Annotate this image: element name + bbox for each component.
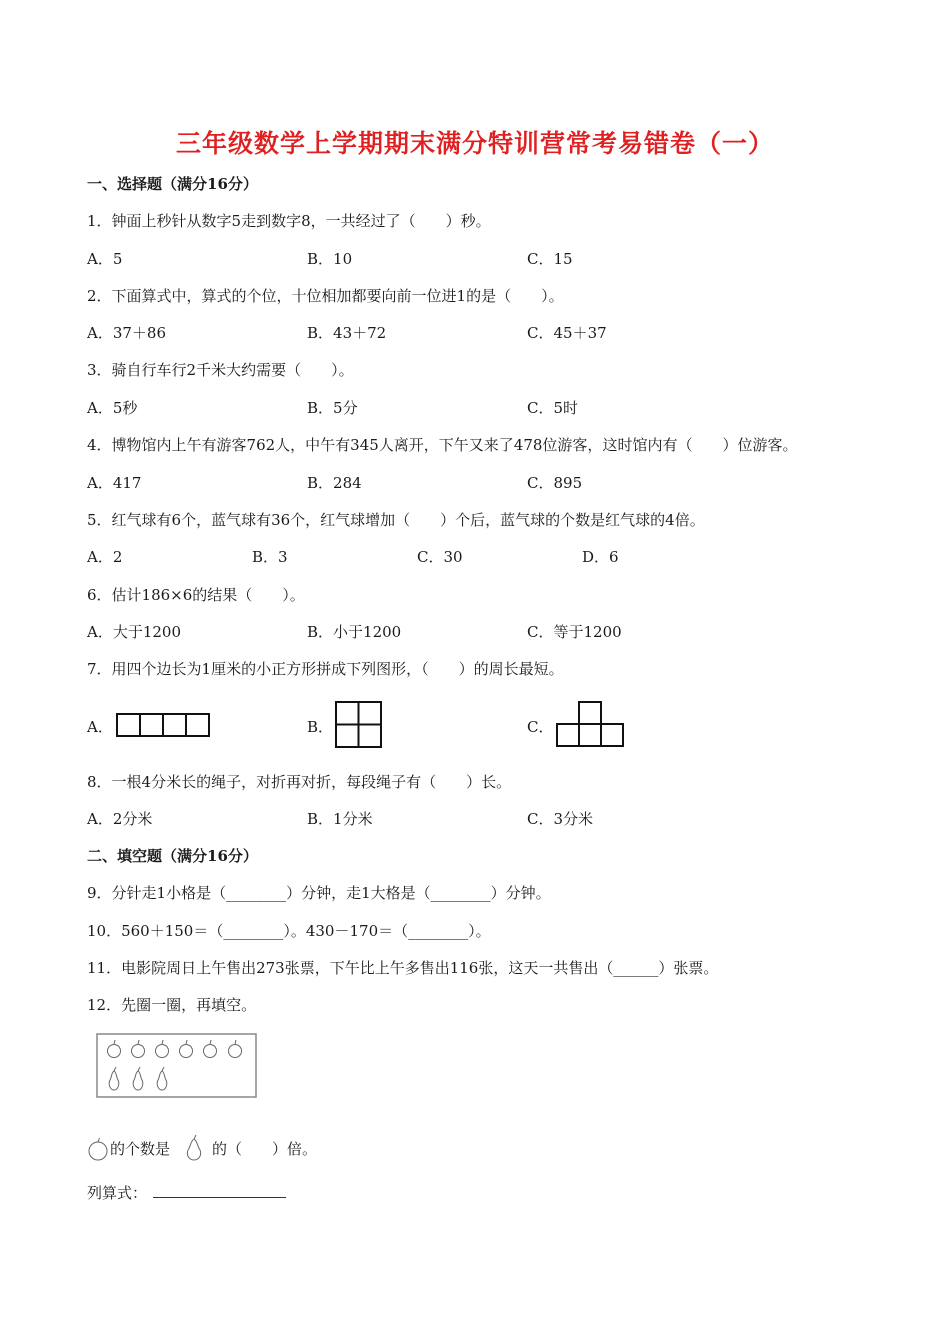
q6-option-a: A．大于1200 <box>87 623 182 641</box>
question-4: 4．博物馆内上午有游客762人，中午有345人离开，下午又来了478位游客，这时馆内有（ ）位游客。 <box>87 436 798 454</box>
q1-option-a: A．5 <box>87 250 123 268</box>
q7-figure-b-square-grid <box>335 701 383 749</box>
q2-option-c: C．45＋37 <box>527 324 607 342</box>
q12-fruit-box <box>96 1033 258 1099</box>
apple-icon <box>156 1040 169 1058</box>
question-11: 11．电影院周日上午售出273张票，下午比上午多售出116张，这天一共售出（______）张票。 <box>87 959 719 977</box>
question-9: 9．分针走1小格是（________）分钟，走1大格是（________）分钟。 <box>87 884 551 902</box>
q2-option-b: B．43＋72 <box>307 324 387 342</box>
q12-sentence-part1: 的个数是 <box>110 1140 171 1158</box>
apple-icon <box>132 1040 145 1058</box>
pear-icon <box>133 1067 143 1090</box>
q8-option-a: A．2分米 <box>87 810 153 828</box>
q5-option-a: A．2 <box>87 548 123 566</box>
q1-option-b: B．10 <box>307 250 353 268</box>
pear-icon <box>157 1067 167 1090</box>
pear-icon <box>109 1067 119 1090</box>
question-8: 8．一根4分米长的绳子，对折再对折，每段绳子有（ ）长。 <box>87 773 512 791</box>
q3-option-b: B．5分 <box>307 399 358 417</box>
q12-sentence-part2: 的（ ）倍。 <box>212 1140 318 1158</box>
apple-icon <box>86 1136 110 1166</box>
section-heading-choice: 一、选择题（满分16分） <box>87 175 258 193</box>
question-1: 1．钟面上秒针从数字5走到数字8，一共经过了（ ）秒。 <box>87 212 491 230</box>
q7-figure-c-t-shape <box>556 701 624 749</box>
question-3: 3．骑自行车行2千米大约需要（ ）。 <box>87 361 354 379</box>
q6-option-c: C．等于1200 <box>527 623 622 641</box>
pear-icon <box>182 1133 206 1165</box>
q4-option-a: A．417 <box>87 474 142 492</box>
question-5: 5．红气球有6个，蓝气球有36个，红气球增加（ ）个后，蓝气球的个数是红气球的4倍。 <box>87 511 705 529</box>
question-7: 7．用四个边长为1厘米的小正方形拼成下列图形，（ ）的周长最短。 <box>87 660 564 678</box>
q3-option-a: A．5秒 <box>87 399 138 417</box>
q2-option-a: A．37＋86 <box>87 324 167 342</box>
question-10: 10．560＋150＝（________）。430－170＝（________）。 <box>87 922 491 940</box>
q7-option-b: B． <box>307 718 334 736</box>
apple-icon <box>180 1040 193 1058</box>
q7-figure-a-row-of-squares <box>116 713 211 738</box>
question-12: 12．先圈一圈，再填空。 <box>87 996 257 1014</box>
apple-icon <box>204 1040 217 1058</box>
q7-option-a: A． <box>87 718 113 736</box>
q6-option-b: B．小于1200 <box>307 623 402 641</box>
q4-option-b: B．284 <box>307 474 362 492</box>
page-title: 三年级数学上学期期末满分特训营常考易错卷（一） <box>175 129 774 158</box>
q5-option-d: D．6 <box>582 548 619 566</box>
question-2: 2．下面算式中，算式的个位，十位相加都要向前一位进1的是（ ）。 <box>87 287 564 305</box>
apple-icon <box>229 1040 242 1058</box>
q4-option-c: C．895 <box>527 474 583 492</box>
section-heading-fill: 二、填空题（满分16分） <box>87 847 258 865</box>
apple-icon <box>108 1040 121 1058</box>
q12-formula-label: 列算式： <box>87 1184 148 1202</box>
q8-option-c: C．3分米 <box>527 810 594 828</box>
q8-option-b: B．1分米 <box>307 810 373 828</box>
q7-option-c: C． <box>527 718 554 736</box>
question-6: 6．估计186×6的结果（ ）。 <box>87 586 305 604</box>
q3-option-c: C．5时 <box>527 399 579 417</box>
q12-formula-blank <box>153 1197 286 1198</box>
q5-option-c: C．30 <box>417 548 463 566</box>
q1-option-c: C．15 <box>527 250 573 268</box>
q5-option-b: B．3 <box>252 548 288 566</box>
